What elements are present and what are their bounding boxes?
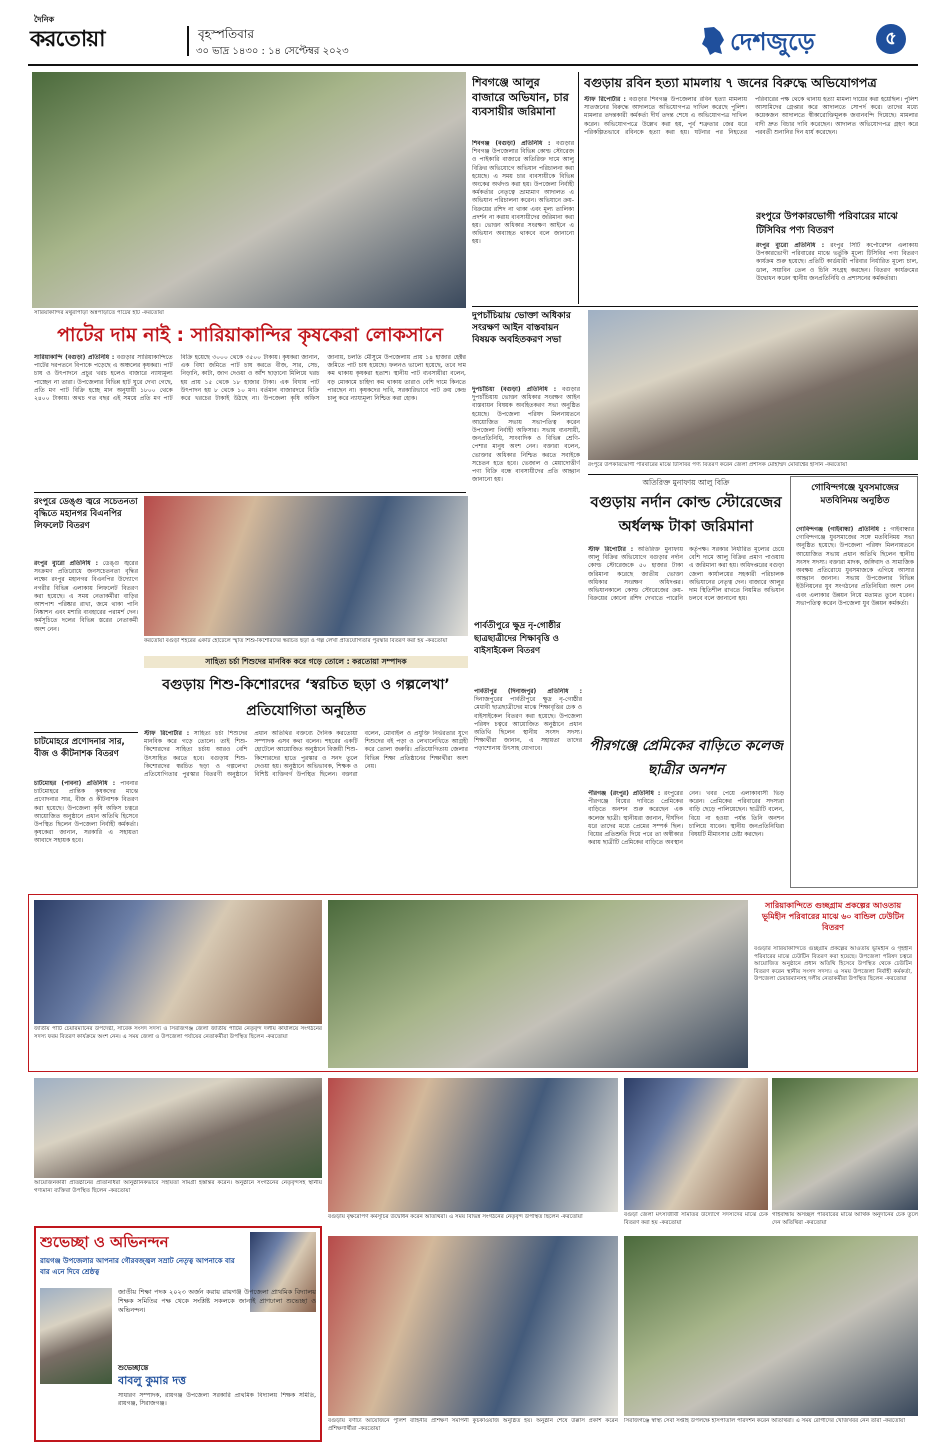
chatmohar-text: পাবনার চাটমোহরে প্রান্তিক কৃষকদের মাঝে প্রণোদনার সার, বীজ ও কীটনাশক বিতরণ করা হয়েছে। উপজেলা কৃষি অফিস চত্বরে আয়োজিত অনুষ্ঠানে প্রধান অতিথি হিসেবে উপস্থিত ছিলেন উপজেলা নির্বাহী কর্মকর্তা। কৃষকেরা জানান, সরকারি এ সহায়তা আবাদে সহায়ক হবে। <box>34 780 138 845</box>
cheque-distribution-photo <box>772 1078 918 1210</box>
children-kicker: সাহিত্য চর্চা শিশুদের মানবিক করে গড়ে তোলে : করতোয়া সম্পাদক <box>144 656 468 668</box>
tree-plantation-photo <box>328 1078 618 1212</box>
shibganj-body: শিবগঞ্জ (বগুড়া) প্রতিনিধি : বগুড়ার শিবগঞ্জ উপজেলার বিভিন্ন কোল্ড স্টোরেজ ও পাইকারি বাজারে অতিরিক্ত দামে আলু বিক্রির অভিযোগে অভিযান পরিচালনা করা হয়েছে। এ সময় চার ব্যবসায়ীকে বিভিন্ন অংকের অর্থদণ্ড করা হয়। উপজেলা নির্বাহী কর্মকর্তার নেতৃত্বে ভ্রাম্যমাণ আদালত এ অভিযান পরিচালনা করেন। অভিযানে ক্রয়-বিক্রয়ের রশিদ না থাকা এবং মূল্য তালিকা প্রদর্শন না করায় ব্যবসায়ীদের জরিমানা করা হয়। ভোক্তা অধিকার সংরক্ষণ আইনে এ অভিযান অব্যাহত থাকবে বলে জানানো হয়। <box>472 140 574 246</box>
tin-distribution-caption: বগুড়ার সারিয়াকান্দিতে গুচ্ছগ্রাম প্রকল্পের আওতায় ভূমিহীন ও গৃহহীন পরিবারের মাঝে ঢেউটিন বিতরণ করা হয়েছে। উপজেলা পরিষদ চত্বরে আয়োজিত অনুষ্ঠানে প্রধান অতিথি হিসেবে উপস্থিত থেকে ঢেউটিন বিতরণ করেন স্থানীয় সংসদ সদস্য। এ সময় উপজেলা নির্বাহী কর্মকর্তা, উপজেলা চেয়ারম্যানসহ দলীয় নেতাকর্মীরা উপস্থিত ছিলেন -করতোয়া <box>754 946 912 983</box>
jatiya-party-caption: জাতীয় পার্টি চেয়ারম্যানের উপদেষ্টা, সাবেক সংসদ সদস্য ও সিরাজগঞ্জ জেলা জাতীয় পার্টির নেতৃবৃন্দ দলীয় কার্যালয়ে সংগঠনের সদস্য ফরম বিতরণ কার্যক্রমে অংশ নেন। এ সময় জেলা ও উপজেলা পর্যায়ের নেতাকর্মীরা উপস্থিত ছিলেন -করতোয়া <box>34 1026 322 1040</box>
greeting-ad-subtitle: রায়গঞ্জ উপজেলার আপনার গৌরবজ্জ্বল সম্রাট নেতৃত্ব আপনাকে বার বার এনে দিবে শ্রেষ্ঠত্ব <box>40 1257 235 1276</box>
children-photo-caption: করতোয়া বগুড়া শহরের একটি হোটেলে স্মৃতি শিশু-কিশোরদের স্বরচিত ছড়া ও গল্প লেখা প্রতিযোগিতার পুরস্কার বিতরণ করা হয় -করতোয়া <box>144 638 448 644</box>
jatiya-party-photo <box>34 900 322 1024</box>
ad-sender-name: বাবলু কুমার দত্ত <box>118 1374 186 1387</box>
ad-sender-role: সাধারণ সম্পাদক, রায়গঞ্জ উপজেলা সরকারি প্রাথমিক বিদ্যালয় শিক্ষক সমিতি, রায়গঞ্জ, সিরাজগঞ্জ। <box>118 1392 316 1408</box>
aid-handover-photo <box>34 1078 322 1178</box>
page-number: ৫ <box>885 28 897 49</box>
dupchanchia-headline: দুপচাঁচিয়ায় ভোক্তা অধিকার সংরক্ষণ আইন বাস্তবায়ন বিষয়ক অবহিতকরণ সভা <box>472 311 571 345</box>
children-award-photo <box>144 496 468 636</box>
coldstorage-kicker: অতিরিক্ত মুনাফায় আলু বিক্রি <box>642 478 730 487</box>
chatmohar-headline: চাটমোহরে প্রণোদনার সার, বীজ ও কীটনাশক বিতরণ <box>34 737 125 759</box>
tin-distribution-headline: সারিয়াকান্দিতে গুচ্ছগ্রাম প্রকল্পের আওতায় ভূমিহীন পরিবারের মাঝে ৬০ বান্ডিল ঢেউটিন বিতরণ <box>761 901 905 932</box>
fishermen-caption: বগুড়া জেলা মৎস্যজীবী সমিতির উদ্যোগে সদস্যদের মাঝে চেক বিতরণ করা হয় -করতোয়া <box>624 1212 768 1226</box>
gobindaganj-headline: গোবিন্দগঞ্জে যুবসমাজের মতবিনিময় অনুষ্ঠিত <box>811 483 899 506</box>
chatmohar-body: চাটমোহর (পাবনা) প্রতিনিধি : পাবনার চাটমোহরে প্রান্তিক কৃষকদের মাঝে প্রণোদনার সার, বীজ ও কীটনাশক বিতরণ করা হয়েছে। উপজেলা কৃষি অফিস চত্বরে আয়োজিত অনুষ্ঠানে প্রধান অতিথি হিসেবে উপস্থিত ছিলেন উপজেলা নির্বাহী কর্মকর্তা। কৃষকেরা জানান, সরকারি এ সহায়তা আবাদে সহায়ক হবে। <box>34 780 138 845</box>
hospital-visit-photo <box>624 1236 918 1416</box>
tcb-headline: রংপুরে উপকারভোগী পরিবারের মাঝে টিসিবির পণ্য বিতরণ <box>756 211 898 236</box>
robin-text: বগুড়ার শিবগঞ্জ উপজেলার রবিন হত্যা মামলায় সাতজনের বিরুদ্ধে আদালতে অভিযোগপত্র দাখিল করেছে পুলিশ। মামলার তদন্তকারী কর্মকর্তা দীর্ঘ তদন্ত শেষে এ অভিযোগপত্র দাখিল করেন। অভিযোগপত্রে উল্লেখ করা হয়, পূর্ব শত্রুতার জের ধরে পরিকল্পিতভাবে রবিনকে হত্যা করা হয়। ঘটনার পর নিহতের পরিবারের পক্ষ থেকে থানায় হত্যা মামলা দায়ের করা হয়েছিল। পুলিশ আসামিদের গ্রেপ্তার করে আদালতে সোপর্দ করে। তাদের মধ্যে কয়েকজন আদালতে স্বীকারোক্তিমূলক জবানবন্দি দিয়েছে। মামলার বাদী দ্রুত বিচার দাবি করেছেন। আদালত অভিযোগপত্র গ্রহণ করে পরবর্তী শুনানির দিন ধার্য করেছেন। <box>584 96 918 136</box>
jute-headline: পাটের দাম নাই : সারিয়াকান্দির কৃষকেরা লোকসানে <box>57 324 443 346</box>
weekday: বৃহস্পতিবার <box>198 27 254 41</box>
robin-headline: বগুড়ায় রবিন হত্যা মামলায় ৭ জনের বিরুদ্ধে অভিযোগপত্র <box>584 75 877 90</box>
bangladesh-map-icon <box>700 26 726 56</box>
paper-name-small: দৈনিক <box>34 15 55 24</box>
coldstorage-body: স্টাফ রিপোর্টার : অতিরিক্ত মুনাফায় আলু বিক্রির অভিযোগে বগুড়ার নর্দান কোল্ড স্টোরেজকে ৫০ হাজার টাকা জরিমানা করেছে জাতীয় ভোক্তা অধিকার সংরক্ষণ অধিদপ্তর। অভিযানকালে কোল্ড স্টোরেজের ক্রয়-বিক্রয়ের কোনো রশিদ দেখাতে পারেনি কর্তৃপক্ষ। সরকার নির্ধারিত মূল্যের চেয়ে বেশি দামে আলু বিক্রির প্রমাণ পাওয়ায় এ জরিমানা করা হয়। অধিদপ্তরের বগুড়া জেলা কার্যালয়ের সহকারী পরিচালক অভিযানের নেতৃত্ব দেন। বাজারে আলুর দাম স্থিতিশীল রাখতে নিয়মিত অভিযান চলবে বলে জানানো হয়। <box>588 546 784 603</box>
jute-text: বগুড়ার সারিয়াকান্দিতে পাটের দরপতনে বিপাকে পড়েছে এ অঞ্চলের কৃষকরা। পাট চাষ ও উৎপাদনে প্রচুর খরচ হলেও বাজারে ন্যায্যমূল্য পাচ্ছেন না তারা। উপজেলার বিভিন্ন হাট ঘুরে দেখা গেছে, প্রতি মণ পাট বিক্রি হচ্ছে মান অনুযায়ী ১৮০০ থেকে ২৪০০ টাকায়। অথচ গত বছর এই সময়ে প্রতি মণ পাট বিক্রি হয়েছে ৩০০০ থেকে ৩৫০০ টাকায়। কৃষকরা জানান, এক বিঘা জমিতে পাট চাষ করতে বীজ, সার, সেচ, নিড়ানি, কাটা, জাগ দেওয়া ও আঁশ ছাড়ানো মিলিয়ে খরচ হয় প্রায় ১৫ থেকে ১৮ হাজার টাকা। এক বিঘায় পাট উৎপাদন হয় ৮ থেকে ১০ মণ। বর্তমান বাজারদরে বিক্রি করে খরচের টাকাই উঠছে না। উপজেলা কৃষি অফিস জানায়, চলতি মৌসুমে উপজেলায় প্রায় ১৪ হাজার হেক্টর জমিতে পাট চাষ হয়েছে। ফলনও ভালো হয়েছে, তবে দাম কম থাকায় কৃষকরা হতাশ। স্থানীয় পাট ব্যবসায়ীরা বলেন, বড় মোকামে চাহিদা কম থাকায় তারাও বেশি দামে কিনতে পারছেন না। কৃষকদের দাবি, সরকারিভাবে পাট ক্রয় কেন্দ্র চালু করে ন্যায্যমূল্য নিশ্চিত করা হোক। <box>34 354 466 403</box>
dupchanchia-body: দুপচাঁচিয়া (বগুড়া) প্রতিনিধি : বগুড়ার দুপচাঁচিয়ায় ভোক্তা অধিকার সংরক্ষণ আইন বাস্তবায়ন বিষয়ক অবহিতকরণ সভা অনুষ্ঠিত হয়েছে। উপজেলা পরিষদ মিলনায়তনে আয়োজিত সভায় সভাপতিত্ব করেন উপজেলা নির্বাহী অফিসার। সভায় ব্যবসায়ী, জনপ্রতিনিধি, সাংবাদিক ও বিভিন্ন শ্রেণি-পেশার মানুষ অংশ নেন। বক্তারা বলেন, ভোক্তার অধিকার নিশ্চিত করতে সবাইকে সচেতন হতে হবে। ভেজাল ও মেয়াদোত্তীর্ণ পণ্য বিক্রি বন্ধে ব্যবসায়ীদের প্রতি আহ্বান জানানো হয়। <box>472 386 580 484</box>
dengue-headline: রংপুরে ডেঙ্গু জ্বরে সচেতনতা বৃদ্ধিতে মহানগর বিএনপির লিফলেট বিতরণ <box>34 497 138 531</box>
coldstorage-headline: বগুড়ায় নর্দান কোল্ড স্টোরেজের অর্ধলক্ষ টাকা জরিমানা <box>590 493 782 535</box>
jute-market-photo <box>32 72 466 308</box>
children-body: স্টাফ রিপোর্টার : সাহিত্য চর্চা শিশুদের মানবিক করে গড়ে তোলে। তাই শিশু-কিশোরদের সাহিত্য চর্চায় আরও বেশি উৎসাহিত করতে হবে। বগুড়ায় শিশু-কিশোরদের স্বরচিত ছড়া ও গল্পলেখা প্রতিযোগিতার পুরস্কার বিতরণী অনুষ্ঠানে প্রধান অতিথির বক্তব্যে দৈনিক করতোয়া সম্পাদক এসব কথা বলেন। শহরের একটি হোটেলে আয়োজিত অনুষ্ঠানে বিজয়ী শিশু-কিশোরদের হাতে পুরস্কার ও সনদ তুলে দেওয়া হয়। অনুষ্ঠানে অভিভাবক, শিক্ষক ও বিশিষ্ট ব্যক্তিবর্গ উপস্থিত ছিলেন। বক্তারা বলেন, মোবাইল ও প্রযুক্তি নির্ভরতার যুগে শিশুদের বই পড়া ও লেখালেখিতে আগ্রহী করে তোলা জরুরি। প্রতিযোগিতায় জেলার বিভিন্ন শিক্ষা প্রতিষ্ঠানের শিক্ষার্থীরা অংশ নেয়। <box>144 730 468 779</box>
ad-sender-label: শুভেচ্ছান্তে <box>118 1364 149 1372</box>
shibganj-headline: শিবগঞ্জে আলুর বাজারে অভিযান, চার ব্যবসায়ীর জরিমানা <box>472 76 569 118</box>
parbatipur-body: পার্বতীপুর (দিনাজপুর) প্রতিনিধি : দিনাজপুরের পার্বতীপুরে ক্ষুদ্র নৃ-গোষ্ঠীর মেধাবী ছাত্রছাত্রীদের মাঝে শিক্ষাবৃত্তির চেক ও বাইসাইকেল বিতরণ করা হয়েছে। উপজেলা পরিষদ চত্বরে আয়োজিত অনুষ্ঠানে প্রধান অতিথি ছিলেন স্থানীয় সংসদ সদস্য। শিক্ষার্থীরা জানান, এ সহায়তা তাদের পড়াশোনায় উৎসাহ যোগাবে। <box>474 688 582 753</box>
paper-logo: করতোয়া <box>30 27 105 52</box>
coldstorage-text: অতিরিক্ত মুনাফায় আলু বিক্রির অভিযোগে বগুড়ার নর্দান কোল্ড স্টোরেজকে ৫০ হাজার টাকা জরিমানা করেছে জাতীয় ভোক্তা অধিকার সংরক্ষণ অধিদপ্তর। অভিযানকালে কোল্ড স্টোরেজের ক্রয়-বিক্রয়ের কোনো রশিদ দেখাতে পারেনি কর্তৃপক্ষ। সরকার নির্ধারিত মূল্যের চেয়ে বেশি দামে আলু বিক্রির প্রমাণ পাওয়ায় এ জরিমানা করা হয়। অধিদপ্তরের বগুড়া জেলা কার্যালয়ের সহকারী পরিচালক অভিযানের নেতৃত্ব দেন। বাজারে আলুর দাম স্থিতিশীল রাখতে নিয়মিত অভিযান চলবে বলে জানানো হয়। <box>588 546 784 603</box>
police-parade-caption: বগুড়ায় বর্ণাঢ্য আয়োজনে পুলিশ বাহিনীর প্রশিক্ষণ সমাপনী কুচকাওয়াজ অনুষ্ঠিত হয়। অনুষ্ঠান শেষে উল্লাস প্রকাশ করেন প্রশিক্ষণার্থীরা -করতোয়া <box>328 1418 618 1432</box>
masthead <box>0 0 945 66</box>
children-headline: বগুড়ায় শিশু-কিশোরদের ‘স্বরচিত ছড়া ও গল্পলেখা’ প্রতিযোগিতা অনুষ্ঠিত <box>162 677 450 719</box>
hospital-visit-caption: সিরাজগঞ্জে স্বাস্থ্য সেবা সপ্তাহ উপলক্ষে হাসপাতাল পরিদর্শন করেন অতিথিরা। এ সময় রোগীদের খোঁজখবর নেন তারা -করতোয়া <box>624 1418 905 1424</box>
greeting-ad-title: শুভেচ্ছা ও অভিনন্দন <box>40 1233 169 1251</box>
tin-distribution-photo <box>328 900 748 1068</box>
pirganj-headline: পীরগঞ্জে প্রেমিকের বাড়িতে কলেজ ছাত্রীর অনশন <box>589 738 783 778</box>
children-text: সাহিত্য চর্চা শিশুদের মানবিক করে গড়ে তোলে। তাই শিশু-কিশোরদের সাহিত্য চর্চায় আরও বেশি উৎসাহিত করতে হবে। বগুড়ায় শিশু-কিশোরদের স্বরচিত ছড়া ও গল্পলেখা প্রতিযোগিতার পুরস্কার বিতরণী অনুষ্ঠানে প্রধান অতিথির বক্তব্যে দৈনিক করতোয়া সম্পাদক এসব কথা বলেন। শহরের একটি হোটেলে আয়োজিত অনুষ্ঠানে বিজয়ী শিশু-কিশোরদের হাতে পুরস্কার ও সনদ তুলে দেওয়া হয়। অনুষ্ঠানে অভিভাবক, শিক্ষক ও বিশিষ্ট ব্যক্তিবর্গ উপস্থিত ছিলেন। বক্তারা বলেন, মোবাইল ও প্রযুক্তি নির্ভরতার যুগে শিশুদের বই পড়া ও লেখালেখিতে আগ্রহী করে তোলা জরুরি। প্রতিযোগিতায় জেলার বিভিন্ন শিক্ষা প্রতিষ্ঠানের শিক্ষার্থীরা অংশ নেয়। <box>144 730 468 779</box>
pirganj-body: পীরগঞ্জ (রংপুর) প্রতিনিধি : রংপুরের পীরগঞ্জে বিয়ের দাবিতে প্রেমিকের বাড়িতে অনশন শুরু করেছেন এক কলেজ ছাত্রী। স্থানীয়রা জানান, দীর্ঘদিন ধরে তাদের মধ্যে প্রেমের সম্পর্ক ছিল। বিয়ের প্রতিশ্রুতি দিয়ে পরে তা অস্বীকার করায় ছাত্রীটি প্রেমিকের বাড়িতে অবস্থান নেন। খবর পেয়ে এলাকাবাসী ভিড় করেন। প্রেমিকের পরিবারের সদস্যরা বাড়ি ছেড়ে পালিয়েছেন। ছাত্রীটি বলেন, বিয়ে না হওয়া পর্যন্ত তিনি অনশন চালিয়ে যাবেন। স্থানীয় জনপ্রতিনিধিরা বিষয়টি মীমাংসার চেষ্টা করছেন। <box>588 790 784 847</box>
tcb-body: রংপুর ব্যুরো প্রতিনিধি : রংপুর সিটি কর্পোরেশন এলাকায় উপকারভোগী পরিবারের মাঝে ভর্তুকি মূল্যে টিসিবির পণ্য বিতরণ কার্যক্রম শুরু হয়েছে। প্রতিটি কার্ডধারী পরিবার নির্ধারিত মূল্যে চাল, ডাল, সয়াবিন তেল ও চিনি সংগ্রহ করছেন। বিতরণ কার্যক্রমের উদ্বোধন করেন স্থানীয় জনপ্রতিনিধি ও প্রশাসনের কর্মকর্তারা। <box>756 242 918 282</box>
tree-plantation-caption: বগুড়ায় বৃক্ষরোপণ কর্মসূচির উদ্বোধন করেন অতিথিরা। এ সময় বিভিন্ন সংগঠনের নেতৃবৃন্দ উপস্থিত ছিলেন -করতোয়া <box>328 1214 583 1220</box>
gobindaganj-body: গোবিন্দগঞ্জ (গাইবান্ধা) প্রতিনিধি : গাইবান্ধার গোবিন্দগঞ্জে যুবসমাজের সঙ্গে মতবিনিময় সভা অনুষ্ঠিত হয়েছে। উপজেলা পরিষদ মিলনায়তনে আয়োজিত সভায় প্রধান অতিথি ছিলেন স্থানীয় সংসদ সদস্য। বক্তারা মাদক, জঙ্গিবাদ ও সামাজিক অবক্ষয় প্রতিরোধে যুবসমাজকে এগিয়ে আসার আহ্বান জানান। সভায় উপজেলার বিভিন্ন ইউনিয়নের যুব সংগঠনের প্রতিনিধিরা অংশ নেন এবং এলাকার উন্নয়ন নিয়ে মতামত তুলে ধরেন। সভাপতিত্ব করেন উপজেলা যুব উন্নয়ন কর্মকর্তা। <box>796 526 914 607</box>
parbatipur-text: দিনাজপুরের পার্বতীপুরে ক্ষুদ্র নৃ-গোষ্ঠীর মেধাবী ছাত্রছাত্রীদের মাঝে শিক্ষাবৃত্তির চেক ও বাইসাইকেল বিতরণ করা হয়েছে। উপজেলা পরিষদ চত্বরে আয়োজিত অনুষ্ঠানে প্রধান অতিথি ছিলেন স্থানীয় সংসদ সদস্য। শিক্ষার্থীরা জানান, এ সহায়তা তাদের পড়াশোনায় উৎসাহ যোগাবে। <box>474 696 582 753</box>
gobindaganj-text: গাইবান্ধার গোবিন্দগঞ্জে যুবসমাজের সঙ্গে মতবিনিময় সভা অনুষ্ঠিত হয়েছে। উপজেলা পরিষদ মিলনায়তনে আয়োজিত সভায় প্রধান অতিথি ছিলেন স্থানীয় সংসদ সদস্য। বক্তারা মাদক, জঙ্গিবাদ ও সামাজিক অবক্ষয় প্রতিরোধে যুবসমাজকে এগিয়ে আসার আহ্বান জানান। সভায় উপজেলার বিভিন্ন ইউনিয়নের যুব সংগঠনের প্রতিনিধিরা অংশ নেন এবং এলাকার উন্নয়ন নিয়ে মতামত তুলে ধরেন। সভাপতিত্ব করেন উপজেলা যুব উন্নয়ন কর্মকর্তা। <box>796 526 914 607</box>
greeting-ad-body: জাতীয় শিক্ষা পদক ২০২৩ অর্জন করায় রায়গঞ্জ উপজেলা প্রাথমিক বিদ্যালয় শিক্ষক সমিতির পক্ষ থেকে সংশ্লিষ্ট সকলকে জানাই প্রাণঢালা শুভেচ্ছা ও অভিনন্দন। <box>118 1288 316 1314</box>
masthead-divider <box>187 26 189 56</box>
shibganj-text: বগুড়ার শিবগঞ্জ উপজেলার বিভিন্ন কোল্ড স্টোরেজ ও পাইকারি বাজারে অতিরিক্ত দামে আলু বিক্রির অভিযোগে অভিযান পরিচালনা করা হয়েছে। এ সময় চার ব্যবসায়ীকে বিভিন্ন অংকের অর্থদণ্ড করা হয়। উপজেলা নির্বাহী কর্মকর্তার নেতৃত্বে ভ্রাম্যমাণ আদালত এ অভিযান পরিচালনা করেন। অভিযানে ক্রয়-বিক্রয়ের রশিদ না থাকা এবং মূল্য তালিকা প্রদর্শন না করায় ব্যবসায়ীদের জরিমানা করা হয়। ভোক্তা অধিকার সংরক্ষণ আইনে এ অভিযান অব্যাহত থাকবে বলে জানানো হয়। <box>472 140 574 246</box>
tcb-photo-caption: রংপুরে উপকারভোগী পরিবারের মাঝে টিসিবির পণ্য বিতরণ করেন জেলা প্রশাসক মোহাম্মদ মোবাশ্বের হাসান -করতোয়া <box>588 462 847 468</box>
dengue-body: রংপুর ব্যুরো প্রতিনিধি : ডেঙ্গু জ্বরের সংক্রমণ প্রতিরোধে জনসচেতনতা বৃদ্ধির লক্ষ্যে রংপুর মহানগর বিএনপির উদ্যোগে নগরীর বিভিন্ন এলাকায় লিফলেট বিতরণ করা হয়েছে। এ সময় নেতাকর্মীরা বাড়ির আশপাশ পরিষ্কার রাখা, জমে থাকা পানি নিষ্কাশন এবং মশারি ব্যবহারের পরামর্শ দেন। কর্মসূচিতে দলের বিভিন্ন স্তরের নেতাকর্মী অংশ নেন। <box>34 560 138 633</box>
police-parade-photo <box>328 1236 618 1416</box>
tcb-distribution-photo <box>588 310 918 460</box>
issue-date: ৩০ ভাদ্র ১৪৩০ : ১৪ সেপ্টেম্বর ২০২৩ <box>196 46 349 57</box>
jute-body <box>34 354 466 488</box>
jute-photo-caption: সারিয়াকান্দির মথুরাপাড়া অন্নপাড়াতে পাটের হাট -করতোয়া <box>34 310 164 316</box>
dupchanchia-text: বগুড়ার দুপচাঁচিয়ায় ভোক্তা অধিকার সংরক্ষণ আইন বাস্তবায়ন বিষয়ক অবহিতকরণ সভা অনুষ্ঠিত হয়েছে। উপজেলা পরিষদ মিলনায়তনে আয়োজিত সভায় সভাপতিত্ব করেন উপজেলা নির্বাহী অফিসার। সভায় ব্যবসায়ী, জনপ্রতিনিধি, সাংবাদিক ও বিভিন্ন শ্রেণি-পেশার মানুষ অংশ নেন। বক্তারা বলেন, ভোক্তার অধিকার নিশ্চিত করতে সবাইকে সচেতন হতে হবে। ভেজাল ও মেয়াদোত্তীর্ণ পণ্য বিক্রি বন্ধে ব্যবসায়ীদের প্রতি আহ্বান জানানো হয়। <box>472 386 580 484</box>
masthead-rule <box>28 64 918 66</box>
aid-handover-caption: আয়োজনকারী প্রতিষ্ঠানের প্রতিনিধিরা আনুষ্ঠানিকভাবে সহায়তা সামগ্রী হস্তান্তর করেন। অনুষ্ঠানে সংগঠনের নেতৃবৃন্দসহ স্থানীয় গণ্যমান্য ব্যক্তিরা উপস্থিত ছিলেন -করতোয়া <box>34 1180 322 1194</box>
section-title: দেশজুড়ে <box>730 28 815 56</box>
pirganj-text: রংপুরের পীরগঞ্জে বিয়ের দাবিতে প্রেমিকের বাড়িতে অনশন শুরু করেছেন এক কলেজ ছাত্রী। স্থানীয়রা জানান, দীর্ঘদিন ধরে তাদের মধ্যে প্রেমের সম্পর্ক ছিল। বিয়ের প্রতিশ্রুতি দিয়ে পরে তা অস্বীকার করায় ছাত্রীটি প্রেমিকের বাড়িতে অবস্থান নেন। খবর পেয়ে এলাকাবাসী ভিড় করেন। প্রেমিকের পরিবারের সদস্যরা বাড়ি ছেড়ে পালিয়েছেন। ছাত্রীটি বলেন, বিয়ে না হওয়া পর্যন্ত তিনি অনশন চালিয়ে যাবেন। স্থানীয় জনপ্রতিনিধিরা বিষয়টি মীমাংসার চেষ্টা করছেন। <box>588 790 784 847</box>
ad-portrait-left <box>40 1288 112 1384</box>
cheque-distribution-caption: গাইবান্ধায় অসচ্ছল পরিবারের মাঝে আর্থিক অনুদানের চেক তুলে দেন অতিথিরা -করতোয়া <box>772 1212 918 1226</box>
robin-body: স্টাফ রিপোর্টার : বগুড়ার শিবগঞ্জ উপজেলার রবিন হত্যা মামলায় সাতজনের বিরুদ্ধে আদালতে অভিযোগপত্র দাখিল করেছে পুলিশ। মামলার তদন্তকারী কর্মকর্তা দীর্ঘ তদন্ত শেষে এ অভিযোগপত্র দাখিল করেন। অভিযোগপত্রে উল্লেখ করা হয়, পূর্ব শত্রুতার জের ধরে পরিকল্পিতভাবে রবিনকে হত্যা করা হয়। ঘটনার পর নিহতের পরিবারের পক্ষ থেকে থানায় হত্যা মামলা দায়ের করা হয়েছিল। পুলিশ আসামিদের গ্রেপ্তার করে আদালতে সোপর্দ করে। তাদের মধ্যে কয়েকজন আদালতে স্বীকারোক্তিমূলক জবানবন্দি দিয়েছে। মামলার বাদী দ্রুত বিচার দাবি করেছেন। আদালত অভিযোগপত্র গ্রহণ করে পরবর্তী শুনানির দিন ধার্য করেছেন। <box>584 96 918 136</box>
page-number-badge <box>876 24 906 54</box>
parbatipur-headline: পার্বতীপুরে ক্ষুদ্র নৃ-গোষ্ঠীর ছাত্রছাত্রীদের শিক্ষাবৃত্তি ও বাইসাইকেল বিতরণ <box>474 621 561 656</box>
dengue-text: ডেঙ্গু জ্বরের সংক্রমণ প্রতিরোধে জনসচেতনতা বৃদ্ধির লক্ষ্যে রংপুর মহানগর বিএনপির উদ্যোগে নগরীর বিভিন্ন এলাকায় লিফলেট বিতরণ করা হয়েছে। এ সময় নেতাকর্মীরা বাড়ির আশপাশ পরিষ্কার রাখা, জমে থাকা পানি নিষ্কাশন এবং মশারি ব্যবহারের পরামর্শ দেন। কর্মসূচিতে দলের বিভিন্ন স্তরের নেতাকর্মী অংশ নেন। <box>34 560 138 633</box>
jute-byline: সারিয়াকান্দি (বগুড়া) প্রতিনিধি : <box>34 354 115 361</box>
tcb-text: রংপুর সিটি কর্পোরেশন এলাকায় উপকারভোগী পরিবারের মাঝে ভর্তুকি মূল্যে টিসিবির পণ্য বিতরণ কার্যক্রম শুরু হয়েছে। প্রতিটি কার্ডধারী পরিবার নির্ধারিত মূল্যে চাল, ডাল, সয়াবিন তেল ও চিনি সংগ্রহ করছেন। বিতরণ কার্যক্রমের উদ্বোধন করেন স্থানীয় জনপ্রতিনিধি ও প্রশাসনের কর্মকর্তারা। <box>756 242 918 282</box>
fishermen-photo <box>624 1078 768 1210</box>
